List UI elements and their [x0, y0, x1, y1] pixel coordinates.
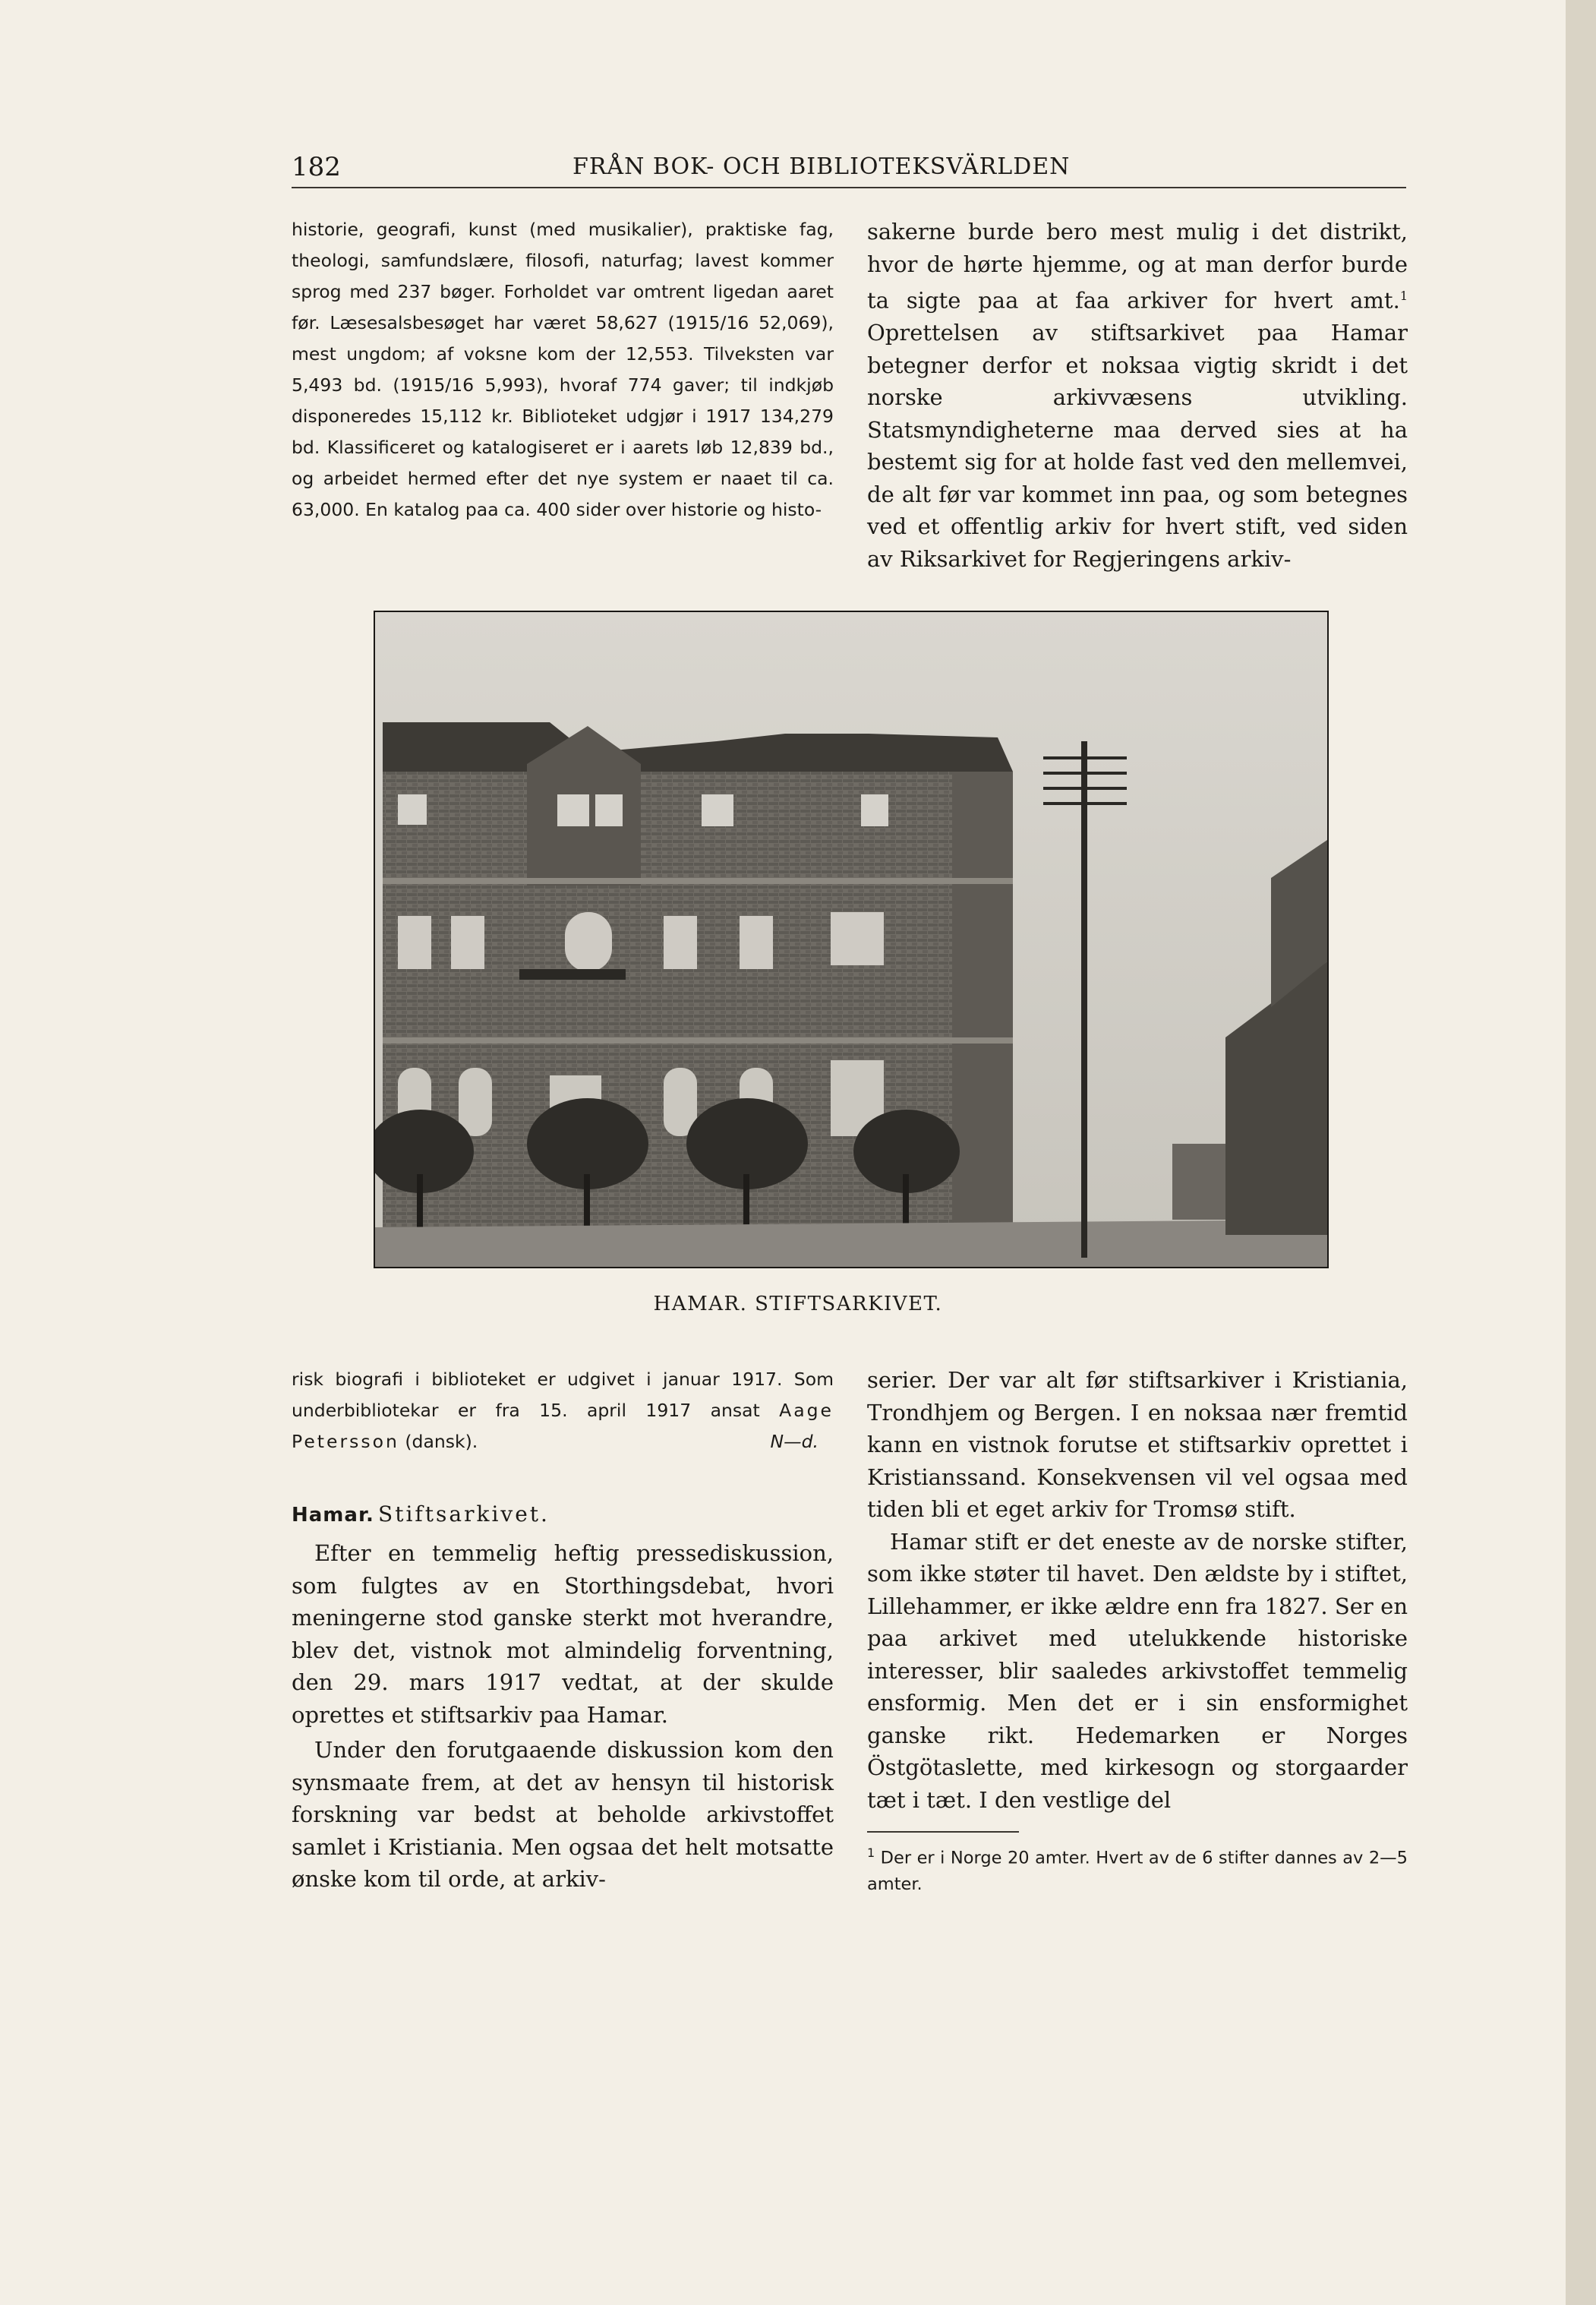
- top-left-paragraph: historie, geografi, kunst (med musikalier), praktiske fag, theologi, samfundslære, filosofi, naturfag; lavest kommer sprog med 237 bøger. Forholdet var omtrent ligedan aaret før. Læsesalsbesøget har været 58,627 (1915/16 52,069), mest ungdom; af voksne kom der 12,553. Tilveksten var 5,493 bd. (1915/16 5,993), hvoraf 774 gaver; til indkjøb disponeredes 15,112 kr. Biblioteket udgjør i 1917 134,279 bd. Klassificeret og katalogiseret er i aarets løb 12,839 bd., og arbeidet hermed efter det nye system er naaet til ca. 63,000. En katalog paa ca. 400 sider over historie og histo-: [292, 219, 834, 520]
- bottom-right-column: [867, 1364, 1408, 1897]
- page-edge: [1566, 0, 1596, 2305]
- top-right-column: [867, 216, 1408, 575]
- footnote-text: Der er i Norge 20 amter. Hvert av de 6 stifter dannes av 2—5 amter.: [867, 1848, 1408, 1894]
- footnote-rule: [867, 1831, 1019, 1833]
- top-left-column: [292, 214, 834, 526]
- bottom-left-intro: [292, 1364, 834, 1457]
- bottom-left-column: [292, 1364, 834, 1896]
- footnote-number: 1: [867, 1846, 875, 1860]
- bottom-right-paragraph-2: Hamar stift er det eneste av de norske stifter, som ikke støter til havet. Den ældste by i stiftet, Lillehammer, er ikke ældre enn fra 1827. Ser en paa arkivet med utelukkende historiske interesser, blir saaledes arkivstoffet temmelig ensformig. Men det er i sin ensformighet ganske rikt. Hedemarken er Norges Östgötaslette, med kirkesogn og storgaarder tæt i tæt. I den vestlige del: [867, 1528, 1408, 1813]
- page-header: [292, 152, 1406, 188]
- signature: N—d.: [770, 1431, 819, 1452]
- bottom-left-paragraph-1: Efter en temmelig heftig pressediskussion, som fulgtes av en Storthingsdebat, hvori meningerne stod ganske sterkt mot hverandre, blev det, vistnok mot almindelig forventning, den 29. mars 1917 vedtat, at der skulde oprettes et stiftsarkiv paa Hamar.: [292, 1540, 834, 1728]
- building-photo-icon: [375, 612, 1327, 1267]
- photo-caption: HAMAR. STIFTSARKIVET.: [653, 1293, 943, 1315]
- top-right-text-a: sakerne burde bero mest mulig i det distrikt, hvor de hørte hjemme, og at man derfor burde ta sigte paa at faa arkiver for hvert amt.: [867, 219, 1408, 314]
- bottom-left-paragraph-2: Under den forutgaaende diskussion kom den synsmaate frem, at det av hensyn til historisk forskning var bedst at beholde arkivstoffet samlet i Kristiania. Men ogsaa det helt motsatte ønske kom til orde, at arkiv-: [292, 1737, 834, 1892]
- person-note: (dansk).: [399, 1431, 478, 1452]
- header-rule: [292, 187, 1406, 188]
- building-photo: [374, 611, 1329, 1268]
- page-number: 182: [292, 152, 341, 182]
- person-name: Aage Petersson: [292, 1400, 834, 1452]
- intro-text: risk biografi i biblioteket er udgivet i januar 1917. Som underbibliotekar er fra 15. april 1917 ansat: [292, 1369, 834, 1421]
- running-title: FRÅN BOK- OCH BIBLIOTEKSVÄRLDEN: [572, 153, 1071, 180]
- section-heading: Hamar.: [292, 1504, 374, 1527]
- section-subheading: Stiftsarkivet.: [378, 1501, 550, 1527]
- top-right-text-b: Oprettelsen av stiftsarkivet paa Hamar betegner derfor et noksaa vigtig skridt i det norske arkivvæsens utvikling. Statsmyndigheterne maa derved sies at ha bestemt sig for at holde fast ved den mellemvei, de alt før var kommet inn paa, og som betegnes ved et offentlig arkiv for hvert stift, ved siden av Riksarkivet for Regjeringens arkiv-: [867, 320, 1408, 572]
- bottom-right-paragraph-1: serier. Der var alt før stiftsarkiver i Kristiania, Trondhjem og Bergen. I en noksaa nær fremtid kann en vistnok forutse et stiftsarkiv oprettet i Kristianssand. Konsekvensen vil vel ogsaa med tiden bli et eget arkiv for Tromsø stift.: [867, 1367, 1408, 1522]
- section-title: [292, 1501, 834, 1527]
- footnote: [867, 1840, 1408, 1897]
- footnote-reference[interactable]: 1: [1399, 289, 1408, 303]
- top-right-paragraph: [867, 216, 1408, 575]
